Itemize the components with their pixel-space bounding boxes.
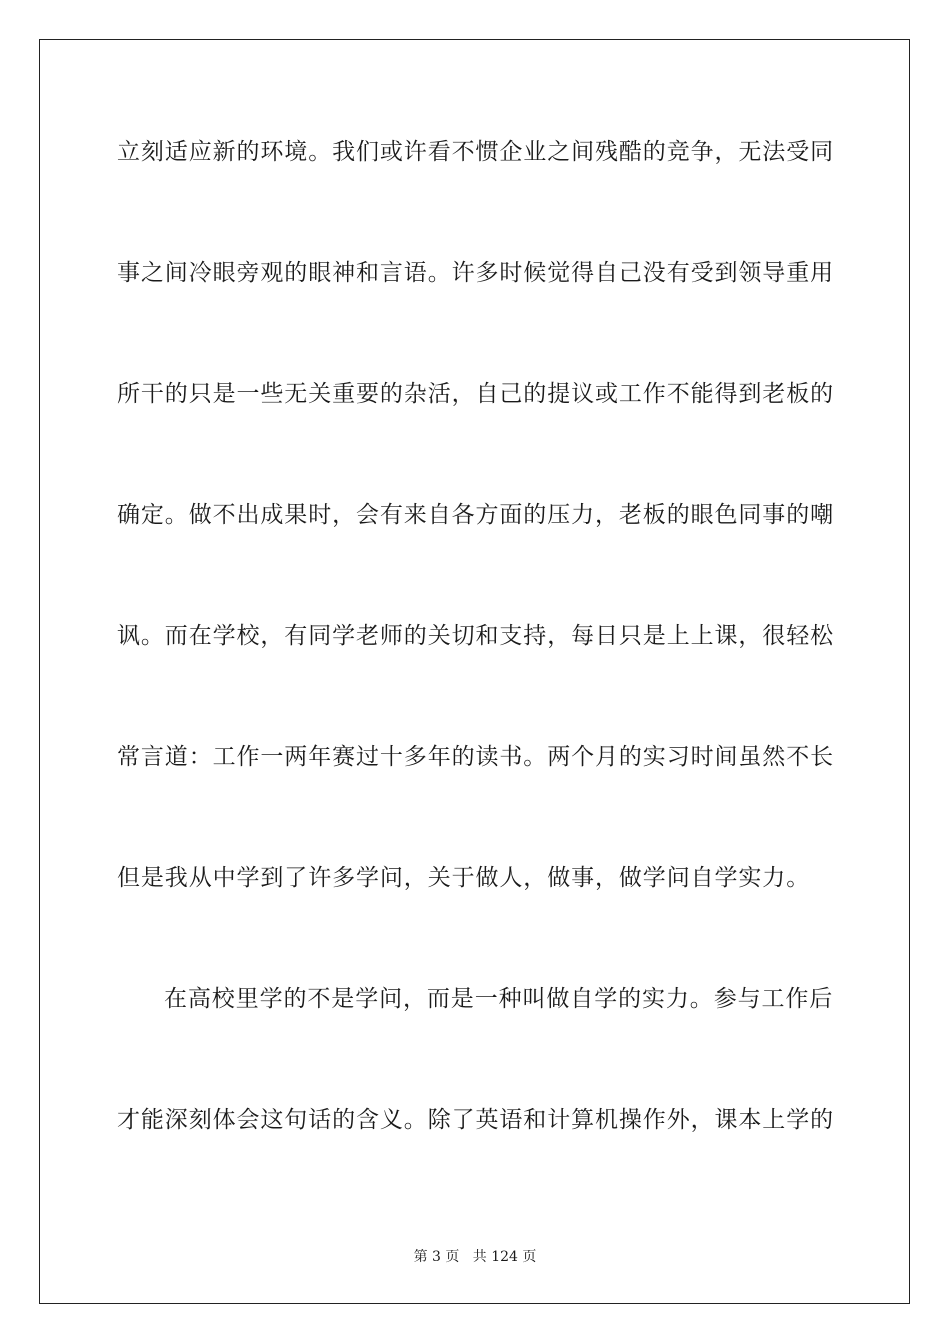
text-line: 讽。而在学校，有同学老师的关切和支持，每日只是上上课，很轻松 bbox=[117, 623, 834, 649]
text-line: 确定。做不出成果时，会有来自各方面的压力，老板的眼色同事的嘲 bbox=[117, 502, 834, 528]
text-line: 立刻适应新的环境。我们或许看不惯企业之间残酷的竞争，无法受同 bbox=[117, 139, 834, 165]
text-line: 事之间冷眼旁观的眼神和言语。许多时候觉得自己没有受到领导重用 bbox=[117, 260, 834, 286]
text-line: 常言道：工作一两年赛过十多年的读书。两个月的实习时间虽然不长 bbox=[117, 744, 834, 770]
page-number: 第 3 页 bbox=[413, 1249, 460, 1265]
paragraph-first-line: 在高校里学的不是学问，而是一种叫做自学的实力。参与工作后 bbox=[164, 986, 834, 1012]
page-total: 共 124 页 bbox=[472, 1249, 537, 1265]
page-footer bbox=[0, 1247, 950, 1267]
text-line: 才能深刻体会这句话的含义。除了英语和计算机操作外，课本上学的 bbox=[117, 1107, 834, 1133]
text-line: 所干的只是一些无关重要的杂活，自己的提议或工作不能得到老板的 bbox=[117, 381, 834, 407]
text-line: 但是我从中学到了许多学问，关于做人，做事，做学问自学实力。 bbox=[117, 865, 811, 891]
